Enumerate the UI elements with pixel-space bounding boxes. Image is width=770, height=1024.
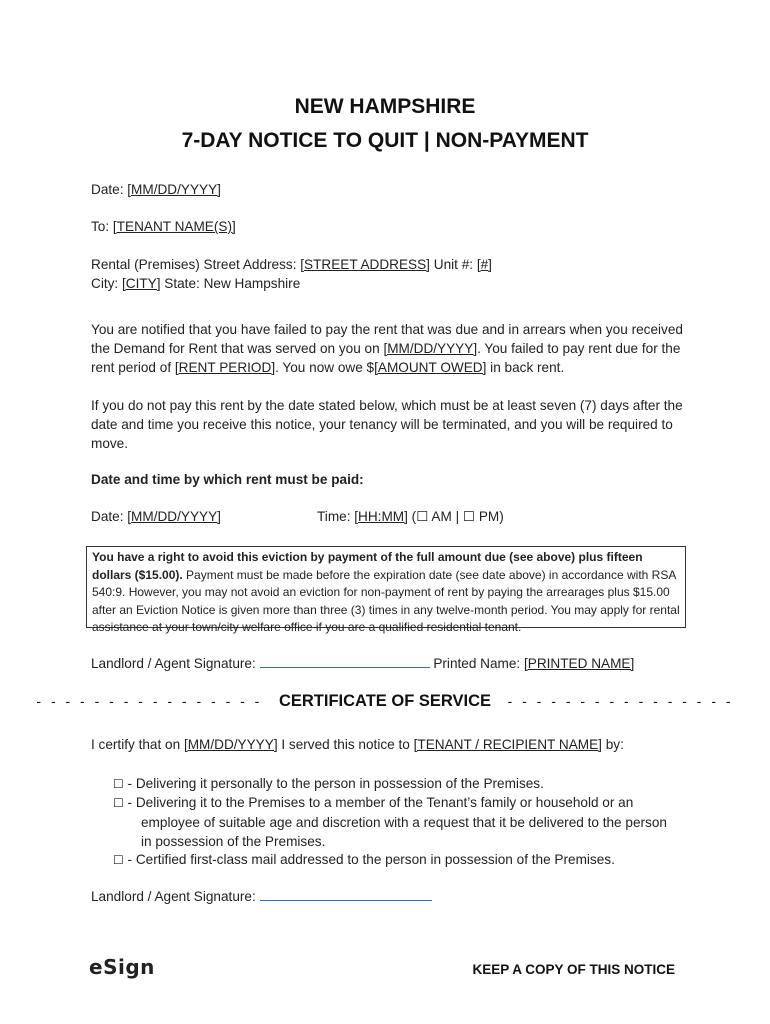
address-line xyxy=(91,257,492,272)
checkbox-icon[interactable]: ☐ xyxy=(113,853,124,867)
city-line xyxy=(91,276,300,291)
service-option-text: - Delivering it personally to the person in possession of the Premises. xyxy=(127,776,544,791)
para1-text-2: . You failed to pay rent due for the rent period of xyxy=(91,341,681,375)
date-field[interactable]: [MM/DD/YYYY] xyxy=(127,182,221,197)
arrears-paragraph xyxy=(91,320,691,377)
recipient-name-field[interactable]: [TENANT / RECIPIENT NAME] xyxy=(413,737,602,752)
para1-text-3: . You now owe $ xyxy=(275,360,375,375)
deadline-date-label: Date: xyxy=(91,509,124,524)
certificate-title: CERTIFICATE OF SERVICE xyxy=(278,692,492,710)
street-address-field[interactable]: [STREET ADDRESS] xyxy=(300,257,430,272)
keep-copy-note: KEEP A COPY OF THIS NOTICE xyxy=(472,962,675,977)
am-pm-options[interactable]: (☐ AM | ☐ PM) xyxy=(411,509,504,524)
para1-text-4: in back rent. xyxy=(486,360,565,375)
certificate-heading xyxy=(0,692,770,711)
certify-line xyxy=(91,737,624,752)
deadline-date-field[interactable]: [MM/DD/YYYY] xyxy=(127,509,221,524)
city-field[interactable]: [CITY] xyxy=(121,276,161,291)
termination-paragraph: If you do not pay this rent by the date stated below, which must be at least seven (7) days after the date and time you receive this notice, your tenancy will be terminated, and you will be required to move. xyxy=(91,398,683,451)
certify-text-2: I served this notice to xyxy=(281,737,410,752)
certificate-signature-field[interactable] xyxy=(260,888,432,901)
deadline-time-label: Time: xyxy=(317,509,351,524)
state-text: State: New Hampshire xyxy=(164,276,301,291)
unit-label: Unit #: xyxy=(433,257,474,272)
landlord-signature-line xyxy=(91,655,634,671)
tenant-name-field[interactable]: [TENANT NAME(S)] xyxy=(112,219,236,234)
service-option-mail[interactable] xyxy=(113,850,673,870)
demand-date-field[interactable]: [MM/DD/YYYY] xyxy=(383,341,478,356)
certify-text-3: by: xyxy=(605,737,624,752)
to-line xyxy=(91,219,236,234)
dash-rule-left: - - - - - - - - - - - - - - - - xyxy=(36,693,263,709)
service-option-household[interactable] xyxy=(113,793,681,851)
checkbox-icon[interactable]: ☐ xyxy=(113,796,124,810)
checkbox-icon[interactable]: ☐ xyxy=(113,777,124,791)
dash-rule-right: - - - - - - - - - - - - - - - - xyxy=(507,693,734,709)
esign-logo: eSign xyxy=(89,955,155,979)
signature-label: Landlord / Agent Signature: xyxy=(91,656,256,671)
right-to-cure-notice-box xyxy=(86,546,686,634)
certificate-signature-line xyxy=(91,888,432,904)
amount-owed-field[interactable]: [AMOUNT OWED] xyxy=(374,360,487,375)
document-state-heading: NEW HAMPSHIRE xyxy=(294,95,476,118)
deadline-time-line xyxy=(317,509,504,525)
unit-field[interactable]: [#] xyxy=(476,257,492,272)
printed-name-label: Printed Name: xyxy=(433,656,521,671)
address-label: Rental (Premises) Street Address: xyxy=(91,257,297,272)
city-label: City: xyxy=(91,276,119,291)
to-label: To: xyxy=(91,219,110,234)
date-label: Date: xyxy=(91,182,124,197)
deadline-heading: Date and time by which rent must be paid: xyxy=(91,472,364,487)
rent-period-field[interactable]: [RENT PERIOD] xyxy=(174,360,276,375)
service-option-text: - Delivering it to the Premises to a member of the Tenant’s family or household or an employee of suitable age and discretion with a request that it be delivered to the person in possession of the Premises. xyxy=(127,795,667,849)
signature-field[interactable] xyxy=(260,655,430,668)
signature-label: Landlord / Agent Signature: xyxy=(91,889,256,904)
service-option-personal[interactable] xyxy=(113,774,673,794)
para1-text-1: You are notified that you have failed to pay the rent that was due and in arrears when you received the Demand for Rent that was served on you on xyxy=(91,322,683,356)
notice-bold-text: You have a right to avoid this eviction by payment of the full amount due (see above) plus fifteen dollars ($15.00). xyxy=(92,550,643,582)
service-option-text: - Certified first-class mail addressed to the person in possession of the Premises. xyxy=(127,852,615,867)
date-line xyxy=(91,182,221,197)
notice-body-text: Payment must be made before the expiration date (see date above) in accordance with RSA 540:9. However, you may not avoid an eviction for non-payment of rent by paying the arrearages plus $15.00 after an Eviction Notice is given more than three (3) times in any twelve-month period. You may apply for rental assistance at your town/city welfare office if you are a qualified residential tenant. xyxy=(92,567,680,634)
deadline-time-field[interactable]: [HH:MM] xyxy=(354,509,408,524)
service-date-field[interactable]: [MM/DD/YYYY] xyxy=(183,737,278,752)
document-title: 7-DAY NOTICE TO QUIT | NON-PAYMENT xyxy=(181,129,589,152)
deadline-date-line xyxy=(91,509,221,524)
certify-text-1: I certify that on xyxy=(91,737,181,752)
printed-name-field[interactable]: [PRINTED NAME] xyxy=(524,656,635,671)
